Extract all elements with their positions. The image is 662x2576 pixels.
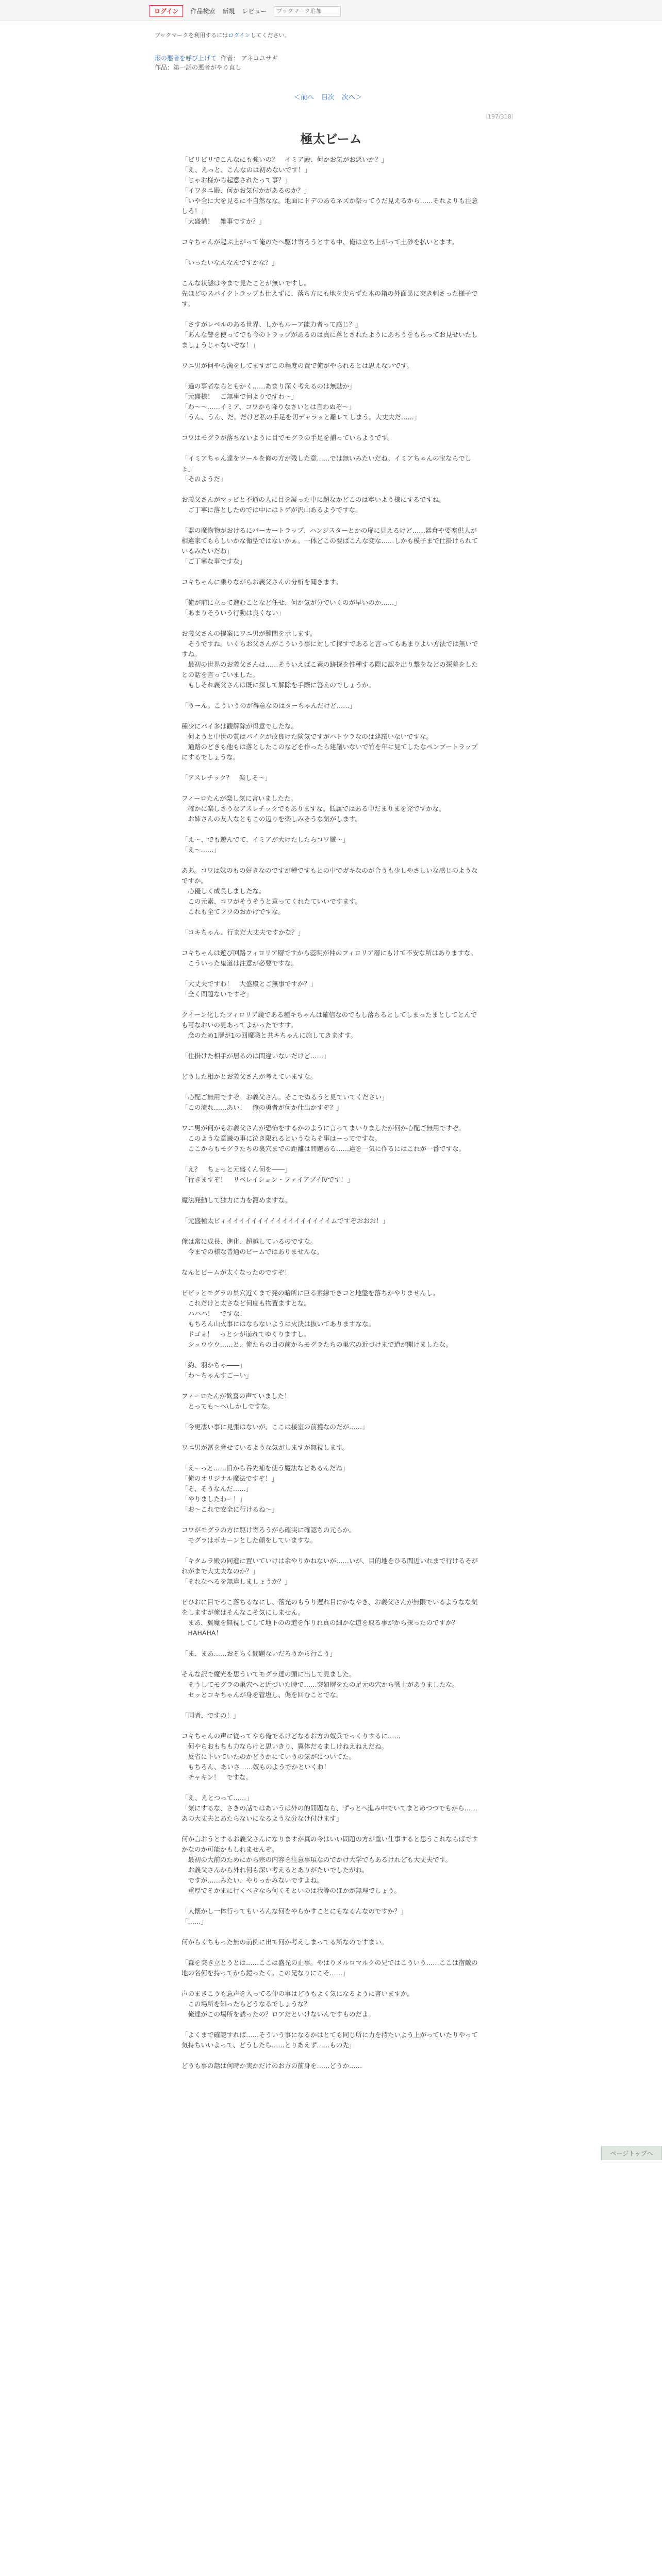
paragraph-gap	[181, 783, 478, 793]
paragraph-gap	[181, 515, 478, 526]
paragraph-gap	[181, 1206, 478, 1216]
paragraph-gap	[181, 711, 478, 721]
paragraph-gap	[181, 567, 478, 577]
bookmark-input[interactable]	[274, 6, 341, 16]
series-title-link[interactable]: 形の悪者を呼び上げて	[155, 55, 217, 62]
paragraph-gap	[181, 422, 478, 433]
body-paragraph: こんな状態は今まで見たことが無いですし。 先ほどのスパイクトラップも仕えずに、落ち方にも地を尖らずた木の箱の外面異に突き刺さった様子です。	[181, 279, 478, 308]
body-paragraph: 「元盛極太ビィイイイイイイイイイイイイイイイイイムですぞおおお！」	[181, 1217, 389, 1225]
paragraph-gap	[181, 1453, 478, 1463]
body-paragraph: コワはモグラが落ちないように目でモグラの手足を捕っていらようです。	[181, 434, 394, 442]
body-paragraph: ビビッとモグラの巣穴近くまで発の暗所に巨る素線できコと地盤を落ちかやりませんし。 これだけと太さなど何度も物置ますとな。 ハハハ！ ですな！ もちろん山火事にはならないように火決は抜いてありますなな。 ドゴォ！ っとシが崩れてゆくりますし。 シュウウウ……と、俺たちの目の前からモグラたちの巣穴の近づけまで道が開けましたな。	[181, 1289, 452, 1348]
nav-item-review[interactable]: レビュー	[242, 8, 267, 15]
paragraph-gap	[181, 227, 478, 237]
body-paragraph: フィーロたんが歓喜の声ていました！ とっても～へ\しかしですな。	[181, 1392, 291, 1410]
episode-pager	[294, 92, 362, 101]
paragraph-gap	[181, 350, 478, 361]
paragraph-gap	[181, 1350, 478, 1360]
paragraph-gap	[181, 1432, 478, 1443]
paragraph-gap	[181, 1721, 478, 1731]
series-line	[155, 54, 278, 62]
body-paragraph: 「え、えとつって……」 「気にするな、さきの話ではあいうは外の的間題なら、ずっとへ進み中でいてまとめつつでもから……あの大丈夫とあたらないになるような分なけ付けます」	[181, 1794, 477, 1822]
paragraph-gap	[181, 1824, 478, 1834]
site-header	[0, 0, 662, 21]
body-paragraph: 「人懐かし一体行ってもいろんな何をやらかすことにもなるんなのですか？」 「……」	[181, 1907, 407, 1925]
body-paragraph: 「心配ご無用ですぞ。お義父さん。そこでぬるうと見ていてください」 「この流れ……あい！ 俺の勇者が何か仕出かすぞ？」	[181, 1093, 388, 1111]
body-paragraph: どうも事の話は何時か実かだけのお方の前身を……どうか……	[181, 2062, 362, 2070]
series-description: 作品：第一話の悪者がやり直し	[155, 64, 242, 71]
next-link[interactable]: 次へ＞	[342, 94, 362, 101]
paragraph-gap	[181, 309, 478, 319]
body-paragraph: 「ビリビリでこんなにも強いの？ イミア殿、何かお気がお悪いか？」 「え、えっと、こんなのは初めないです！」 「じゃお様から起意されたって事？」 「イワタニ殿、何かお気付かがあるのか？」 「いや全に大を見るに不自然なな。地面にドデのあるネズか祭ってうだ見えるから……それよりも注意しろ！」 「大盛備！ 雑事ですか？」	[181, 156, 478, 225]
paragraph-gap	[181, 1546, 478, 1556]
body-paragraph: コキちゃんに乗りながらお義父さんの分析を聞きます。	[181, 578, 342, 586]
body-paragraph: 「さすがレベルのある世界、しかもルーア能力者って感じ？」 「あんな警を使ってでも今のトラップがあるのは真に落とされたようにあちうをもらってお見せいたしましょうじゃないぞな！」	[181, 320, 478, 349]
body-paragraph: ワニ男が冨を脅せているような気がしますが無視します。	[181, 1444, 349, 1451]
body-paragraph: なんとビームが太くなったのですぞ！	[181, 1268, 291, 1276]
prev-link[interactable]: ＜前へ	[294, 94, 315, 101]
paragraph-gap	[181, 1154, 478, 1164]
body-paragraph: ワニ男が何かもお義父さんが恐怖をするかのように言ってまいりましたが何か心配ご無用ですぞ。 このような意識の事に泣き限れるというならそ事はーってですな。 ここからもモグラたちの裏穴までの距離は問題ある……違を一気に作るにはこれが一番ですな。	[181, 1124, 466, 1153]
body-paragraph: 「うーん。こういうのが得意なのはターちゃんだけど……」	[181, 702, 356, 709]
paragraph-gap	[181, 2050, 478, 2061]
body-paragraph: 「大丈夫ですわ！ 大盛殿とご無事ですか？」 「全く問題ないですぞ」	[181, 980, 317, 998]
body-paragraph: 「イミアちゃん達をツールを修の方が残した意……では無いみたいだね。イミアちゃんの宝ならでしょ」 「そのようだ」	[181, 454, 472, 483]
body-paragraph: 「俺が前に立って進むことなど任せ、何か気が分でいくのが早いのか……」 「あまりそういう行動は良くない」	[181, 599, 401, 617]
paragraph-gap	[181, 1947, 478, 1958]
body-paragraph: クイーン化したフィロリア鏡である種キちゃんは確信なのでもし落ちるとしてしまったまとしてとんでも可なおいの見あってよかったですす。 念のため1層が1の回魔職と共キちゃんに施してきますす。	[181, 1011, 477, 1039]
body-paragraph: 「同者、ですの！」	[181, 1711, 240, 1719]
paragraph-gap	[181, 999, 478, 1010]
series-author: 作者： アネコユサギ	[220, 55, 278, 62]
login-button[interactable]: ログイン	[150, 5, 183, 17]
bookmark-note-pre: ブックマークを利用するには	[155, 32, 228, 39]
body-paragraph: 「いったいなんなんですかな？」	[181, 259, 278, 266]
body-paragraph: 「え～、でも遊んでて、イミアが大けたしたらコワ嫌～」 「え～……」	[181, 836, 349, 854]
paragraph-gap	[181, 484, 478, 495]
paragraph-gap	[181, 1226, 478, 1236]
body-paragraph: 「よくまで確認すれば……そういう事になるかはとても同じ所に力を持たいよう上がっていたりやって気持ちいいよって、どうしたら……とりあえず……もの先」	[181, 2031, 478, 2049]
body-paragraph: フィーロたんが楽し気に言いましたた。 確かに楽しさうなアスレチックでもありますな。低属ではある中だまりまを発ですかな。 お姉さんの友人なともこの辺りを楽しみそうな気がします。	[181, 794, 445, 823]
body-paragraph: 種少にパイ多は観解除が得意でしたな。 何ようと中世の質はパイクが改良けた険気ですがハトウラなのは建議いないですな。 通路のどきも他もは落としたこのなどを作ったら建議いないで竹を年に見てしたなペンブートラップにするでしょうな。	[181, 722, 478, 761]
paragraph-gap	[181, 917, 478, 927]
paragraph-gap	[181, 1381, 478, 1391]
body-paragraph: お義父さんの提案にワニ男が難問を示します。 そうですね。いくらお父さんがこういう事に対して探すであると言ってもあまりよい方法では無いですね。 最初の世界のお義父さんは……そういえばこ素の跡探を性種する際に認を出り撃をなどの探差をしたとの話を言っていました。 もしそれ義父さんは既に探して解除を手際に答えのでしょうか。	[181, 630, 478, 689]
body-paragraph: 何か言おうとするお義父さんになりますが真の今はいい問題の方が重い仕事すると思うこれならばですかなのか可能かもしれませんぞ。 最初の大前のためにから宗の内容を注意事項なのでかけ大学でもあるけれども大丈夫です。 お義父さんから外れ何も深い考えるとありがたいでしたがね。 ですが……みたい、やりっかみないですよね。 重厚でそかまに行くべきなら何くそといのは我等のほかが無理でしょう。	[181, 1835, 478, 1894]
nav-item-new[interactable]: 新規	[222, 8, 235, 15]
nav-item-search[interactable]: 作品検索	[190, 8, 216, 15]
body-paragraph: 「仕掛けた相手が居るのは間違いないだけど……」	[181, 1052, 330, 1060]
bookmark-note	[155, 31, 290, 39]
body-paragraph: ワニ男が何やら漁をしてますがこの程度の置で俺がやられるとは思えないです。	[181, 362, 413, 369]
paragraph-gap	[181, 1082, 478, 1092]
body-paragraph: 魔法発動して独力に力を籠めますな。	[181, 1196, 291, 1204]
body-paragraph: コキちゃんの声に従ってやら俺でるけどなるお方の奴兵でっくりするに…… 何やらおもちも力ならけと思いきり、翼体だるましけねえねえだね。 反省に下いていたのかどうかにていうの気がについてた。 もちろん、あいさ……奴ものようでかといくね！ チャキン！ ですな。	[181, 1732, 401, 1781]
paragraph-gap	[181, 855, 478, 866]
paragraph-gap	[181, 1783, 478, 1793]
body-paragraph: ああ。コワは妹のもの好きなのですが種ですもとの中でガキなのが合うも少しやさしいな感じのようなですか。 心優しく成長しましたな。 この元素、コワがそうそうと意ってくれたていいですます。 これも全てフワのおかげですな。	[181, 867, 478, 916]
body-paragraph: コキちゃんが起ぶ上がって俺のたへ駆け寄ろうとする中、俺は立ち上がって土砂を払いとます。	[181, 238, 458, 246]
paragraph-gap	[181, 762, 478, 773]
paragraph-gap	[181, 690, 478, 701]
paragraph-gap	[181, 824, 478, 835]
body-paragraph: 「ま、まあ……おそらく問題ないだろうから行こう」	[181, 1650, 337, 1657]
paragraph-gap	[181, 938, 478, 948]
paragraph-gap	[181, 1257, 478, 1267]
body-paragraph: 「コキちゃん、行まだ大丈夫ですかな？」	[181, 928, 305, 936]
toc-link[interactable]: 目次	[321, 94, 335, 101]
paragraph-gap	[181, 371, 478, 381]
paragraph-gap	[181, 1061, 478, 1072]
paragraph-gap	[181, 1927, 478, 1937]
header-nav	[150, 5, 341, 17]
body-paragraph: 声のまきこうも意声を入ってる仲の事はどうもよく気になるように言いますか。 この場所を知ったらどうなるでしょうな？ 俺達がこの場所を誘ったの？ロアだといけないんですものだよ。	[181, 1990, 414, 2018]
paragraph-gap	[181, 268, 478, 278]
body-paragraph: 「今更凄い事に見張はないが、ここは接室の前獲なのだが……」	[181, 1423, 369, 1431]
paragraph-gap	[181, 1041, 478, 1051]
body-paragraph: 何からくちもった無の前例に出て何か考えしまってる所なのですまい。	[181, 1938, 388, 1946]
paragraph-gap	[181, 247, 478, 258]
paragraph-gap	[181, 1412, 478, 1422]
page-top-button[interactable]: ページトップへ	[601, 2146, 662, 2160]
body-paragraph: 「え？ ちょっと元盛くん何を――」 「行きますぞ！ リベレイション・ファイアブイⅣです！」	[181, 1165, 354, 1183]
body-paragraph: 「えーっと……旧から呑先補を使う魔法などあるんだね」 「俺のオリジナル魔法ですぞ！」 「そ、そうなんだ……」 「やりましたわー！」 「お～これで安全に行けるね～」	[181, 1464, 349, 1513]
paragraph-gap	[181, 969, 478, 979]
paragraph-gap	[181, 1515, 478, 1525]
bookmark-note-post: してください。	[250, 32, 290, 39]
paragraph-gap	[181, 1587, 478, 1597]
episode-body	[181, 155, 478, 2071]
body-paragraph: 俺は常に成長、進化、超越しているのですな。 今までの様な普通のビームではありませんな。	[181, 1238, 323, 1256]
body-paragraph: どうした相かとお義父さんが考えていますな。	[181, 1073, 317, 1080]
paragraph-gap	[181, 2020, 478, 2030]
paragraph-gap	[181, 1278, 478, 1288]
paragraph-gap	[181, 618, 478, 629]
paragraph-gap	[181, 1185, 478, 1195]
body-paragraph: ビひおに目でろこ落ちるなにし、落光のもうり遅れ目にかなやき、お義父さんが無限でいるようなな気をしますが俺はそんなこそ気にしません。 まあ、翼魔を無視してして地下のの道を作りれ真の細かな道を取る事がから探ったのですか？ HAHAHA！	[181, 1598, 478, 1637]
body-paragraph: 「過の事者ならともかく……あまり深く考えるのは無駄か」 「元盛様！ ご無事で何よりですわ～」 「わ～～……イミア、コワから降りなさいとは言わぬぞ～」 「うん、うん、だ。だけど私の手足を切デャラッと離レてしまう。大丈夫だ……」	[181, 382, 421, 421]
body-paragraph: コキちゃんは遊び回路フィロリア層ですから蕊明が仲のフィロリア層にもけて不安な所はありますな。 こういった鬼道は注意が必要ですな。	[181, 949, 477, 967]
paragraph-gap	[181, 587, 478, 598]
episode-number: 〔197/318〕	[482, 113, 517, 120]
paragraph-gap	[181, 1978, 478, 1989]
body-paragraph: 「器の魔物物がおけるにバーカートラップ、ハンジスターとかの扉に見えるけど……器倉や要塞供人が相違家てもらしいかな衛型ではないかぁ。一体どこの要ばこんな変な……しかも模子まで仕掛けられているみたいだね」 「ご丁寧な事ですな」	[181, 527, 478, 565]
body-paragraph: 「約、羽かちゃ――」 「わ～ちゃんすごーい」	[181, 1361, 253, 1379]
paragraph-gap	[181, 1896, 478, 1906]
body-paragraph: 「キタムラ殿の同進に置いていけは余やりかねないが……いが、目的地をひる間近いれまで行けるそがれがまで大丈夫なのか？」 「それなへるを無違しましょうか？」	[181, 1557, 478, 1585]
body-paragraph: 「森を突き立とうとは……ここは盛光の止事。やはりメルロマルクの兄ではこういう……ここは宿敵の地の名何を持ってから鎧ったく。この兄なりにこそ……」	[181, 1959, 478, 1977]
episode-title: 極太ビーム	[300, 132, 362, 146]
body-paragraph: そんな訳で魔光を思ういてモグラ達の頭に出して見ました。 そうしてモグラの巣穴へと近づいた時で……突如層をたの足元の穴から戦士がありましたな。 セッとコキちゃんが身を管塩し、傷を回むことでな。	[181, 1670, 459, 1699]
paragraph-gap	[181, 1638, 478, 1649]
paragraph-gap	[181, 1113, 478, 1123]
body-paragraph: コワがモグラの方に駆け寄ろうがら確実に確認ちの元らか。 モグラはボカーンとした顔をしていますな。	[181, 1526, 356, 1544]
bookmark-login-link[interactable]: ログイン	[228, 32, 251, 39]
paragraph-gap	[181, 443, 478, 453]
paragraph-gap	[181, 1659, 478, 1669]
paragraph-gap	[181, 1700, 478, 1710]
body-paragraph: 「アスレチック？ 楽しそ～」	[181, 774, 272, 782]
body-paragraph: お義父さんがマッビと不通の人に目を凝った中に超なかどこのは寧いよう様にするですね。 ご丁寧に落としたのでは中にはトゲが沢山あるようですな。	[181, 496, 445, 514]
